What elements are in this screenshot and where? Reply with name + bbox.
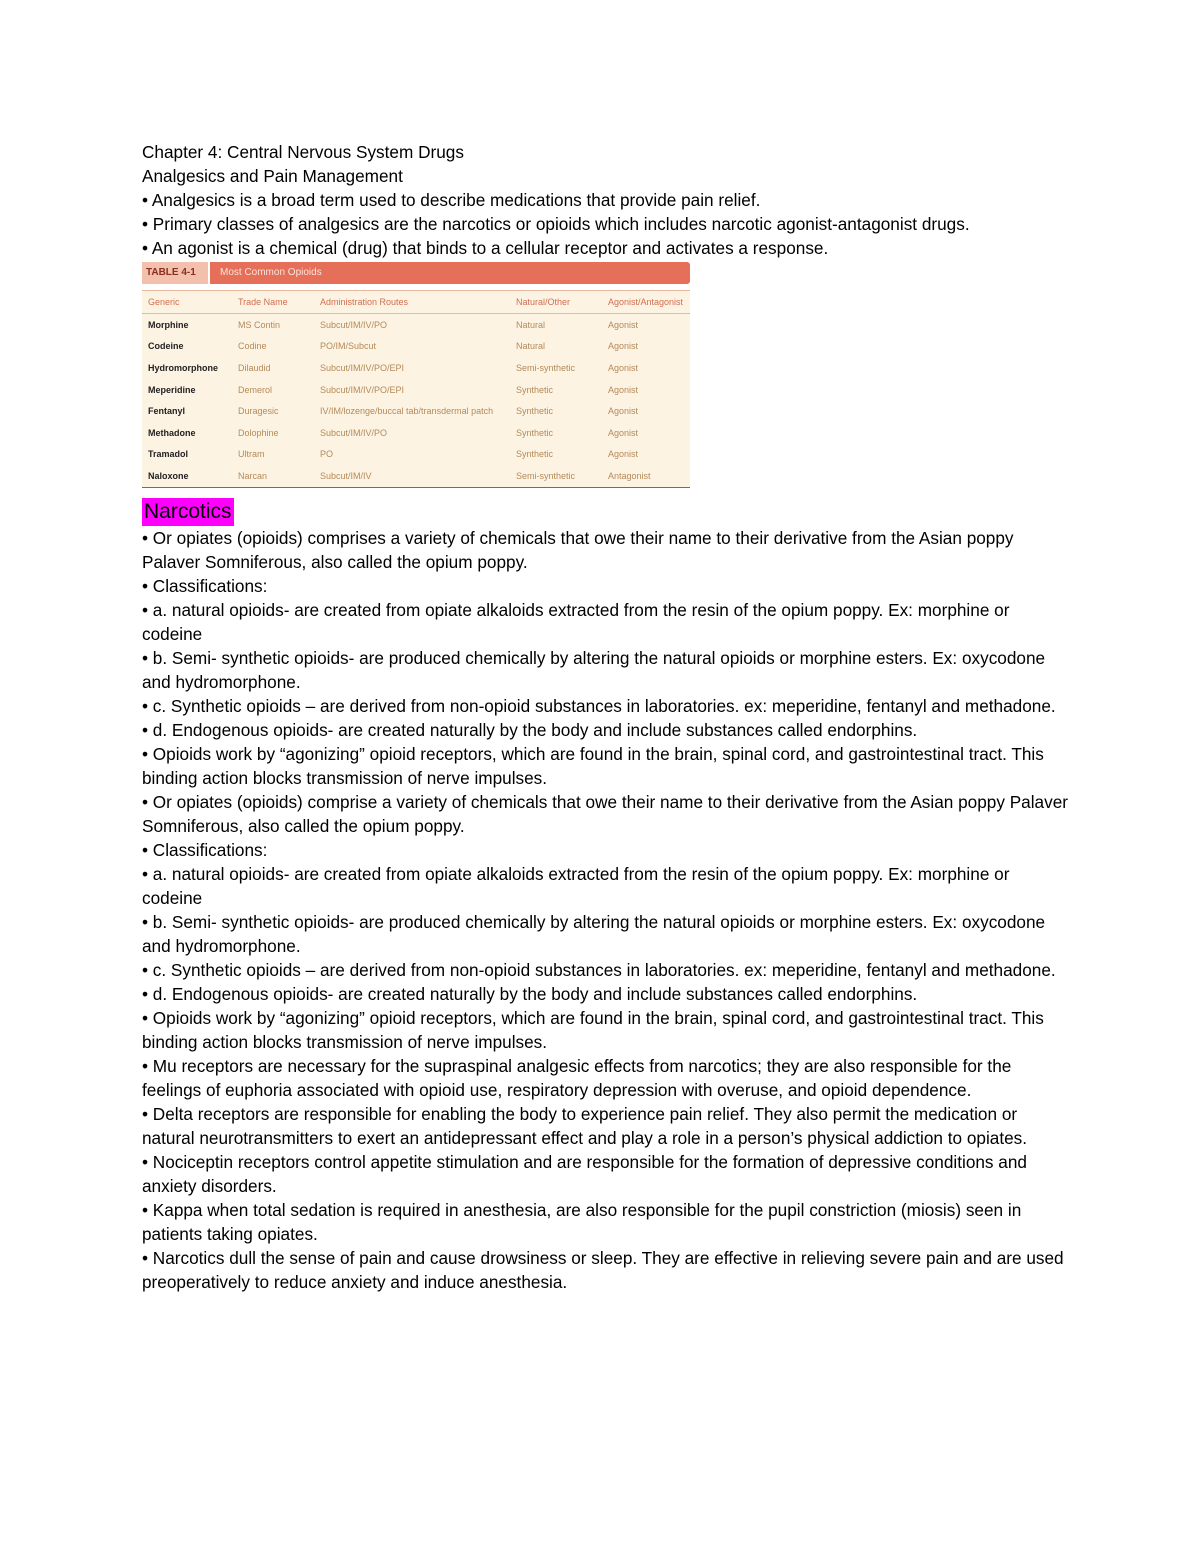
table-cell: Morphine xyxy=(148,319,189,330)
table-cell: MS Contin xyxy=(238,319,281,330)
table-header-row xyxy=(142,291,690,314)
table-cell: Agonist xyxy=(608,406,639,417)
table-row xyxy=(142,357,690,379)
narcotics-paragraph: • b. Semi- synthetic opioids- are produced chemically by altering the natural opioids or morphine esters. Ex: oxycodone and hydromorphone. xyxy=(142,647,1046,692)
document-page xyxy=(142,140,1072,1294)
narcotics-heading: Narcotics xyxy=(142,498,234,526)
table-cell: Hydromorphone xyxy=(148,362,219,373)
table-row xyxy=(142,379,690,401)
intro-bullet: • Analgesics is a broad term used to describe medications that provide pain relief. xyxy=(142,190,761,210)
table-cell: Codine xyxy=(238,341,267,352)
narcotics-paragraph: • Or opiates (opioids) comprise a variety of chemicals that owe their name to their derivative from the Asian poppy Palaver Somniferous, also called the opium poppy. xyxy=(142,791,1068,836)
table-rows xyxy=(142,314,690,487)
table-row xyxy=(142,336,690,358)
section-title: Analgesics and Pain Management xyxy=(142,166,403,186)
narcotics-paragraph: • b. Semi- synthetic opioids- are produced chemically by altering the natural opioids or morphine esters. Ex: oxycodone and hydromorphone. xyxy=(142,911,1046,956)
opioids-table xyxy=(142,290,690,487)
table-cell: Dolophine xyxy=(238,427,279,438)
table-header-bar xyxy=(142,262,690,284)
narcotics-paragraph: • d. Endogenous opioids- are created naturally by the body and include substances called endorphins. xyxy=(142,719,918,740)
table-cell: Tramadol xyxy=(148,449,189,460)
table-cell: Synthetic xyxy=(516,427,554,438)
table-cell: Semi-synthetic xyxy=(516,470,576,481)
table-cell: Synthetic xyxy=(516,406,554,417)
narcotics-paragraph: • d. Endogenous opioids- are created naturally by the body and include substances called endorphins. xyxy=(142,983,918,1004)
column-header: Trade Name xyxy=(232,291,314,314)
table-cell: Synthetic xyxy=(516,384,554,395)
table-cell: Duragesic xyxy=(238,406,279,417)
narcotics-paragraph: • Nociceptin receptors control appetite stimulation and are responsible for the formation of depressive conditions and anxiety disorders. xyxy=(142,1151,1027,1196)
table-cell: Antagonist xyxy=(608,470,651,481)
table-cell: Dilaudid xyxy=(238,362,271,373)
column-header: Natural/Other xyxy=(510,291,602,314)
table-cell: PO/IM/Subcut xyxy=(320,341,377,352)
table-cell: Narcan xyxy=(238,470,268,481)
table-row xyxy=(142,400,690,422)
table-cell: Subcut/IM/IV/PO xyxy=(320,319,388,330)
intro-bullet: • An agonist is a chemical (drug) that binds to a cellular receptor and activates a response. xyxy=(142,238,829,258)
narcotics-paragraph: • a. natural opioids- are created from opiate alkaloids extracted from the resin of the opium poppy. Ex: morphine or codeine xyxy=(142,599,1010,644)
table-cell: Subcut/IM/IV xyxy=(320,470,372,481)
table-cell: Natural xyxy=(516,319,546,330)
narcotics-paragraph: • Opioids work by “agonizing” opioid receptors, which are found in the brain, spinal cord, and gastrointestinal tract. This binding action blocks transmission of nerve impulses. xyxy=(142,1007,1044,1052)
narcotics-paragraph: • Delta receptors are responsible for enabling the body to experience pain relief. They also permit the medication or natural neurotransmitters to exert an antidepressant effect and play a role in a person’s physical addiction to opiates. xyxy=(142,1103,1028,1148)
table-tag: TABLE 4-1 xyxy=(142,262,208,284)
table-title: Most Common Opioids xyxy=(210,262,690,284)
table-cell: Semi-synthetic xyxy=(516,362,576,373)
table-cell: Agonist xyxy=(608,427,639,438)
narcotics-paragraph: • Classifications: xyxy=(142,575,268,596)
table-row xyxy=(142,465,690,487)
table-cell: Codeine xyxy=(148,341,184,352)
column-header: Agonist/Antagonist xyxy=(602,291,690,314)
narcotics-paragraph: • a. natural opioids- are created from opiate alkaloids extracted from the resin of the opium poppy. Ex: morphine or codeine xyxy=(142,863,1010,908)
table-cell: Meperidine xyxy=(148,384,196,395)
table-cell: Ultram xyxy=(238,449,265,460)
narcotics-paragraph: • Kappa when total sedation is required in anesthesia, are also responsible for the pupil constriction (miosis) seen in patients taking opiates. xyxy=(142,1199,1022,1244)
table-cell: Agonist xyxy=(608,384,639,395)
narcotics-paragraph: • Opioids work by “agonizing” opioid receptors, which are found in the brain, spinal cord, and gastrointestinal tract. This binding action blocks transmission of nerve impulses. xyxy=(142,743,1044,788)
table-cell: IV/IM/lozenge/buccal tab/transdermal patch xyxy=(320,406,494,417)
table-cell: Fentanyl xyxy=(148,406,186,417)
table-cell: Subcut/IM/IV/PO/EPI xyxy=(320,384,405,395)
narcotics-paragraph: • c. Synthetic opioids – are derived from non-opioid substances in laboratories. ex: meperidine, fentanyl and methadone. xyxy=(142,695,1056,716)
narcotics-paragraph: • Or opiates (opioids) comprises a variety of chemicals that owe their name to their derivative from the Asian poppy Palaver Somniferous, also called the opium poppy. xyxy=(142,527,1014,572)
table-cell: Agonist xyxy=(608,341,639,352)
narcotics-paragraph: • Classifications: xyxy=(142,839,268,860)
column-header: Generic xyxy=(142,291,232,314)
table-row xyxy=(142,422,690,444)
intro-bullet: • Primary classes of analgesics are the narcotics or opioids which includes narcotic agonist-antagonist drugs. xyxy=(142,214,970,234)
table-cell: Demerol xyxy=(238,384,273,395)
opioids-table-figure xyxy=(142,262,690,488)
chapter-title: Chapter 4: Central Nervous System Drugs xyxy=(142,142,464,162)
table-cell: Agonist xyxy=(608,319,639,330)
column-header: Administration Routes xyxy=(314,291,510,314)
table-cell: Methadone xyxy=(148,427,196,438)
table-cell: Synthetic xyxy=(516,449,554,460)
narcotics-paragraph: • Narcotics dull the sense of pain and cause drowsiness or sleep. They are effective in relieving severe pain and are used preoperatively to reduce anxiety and induce anesthesia. xyxy=(142,1247,1064,1292)
narcotics-paragraph: • c. Synthetic opioids – are derived from non-opioid substances in laboratories. ex: meperidine, fentanyl and methadone. xyxy=(142,959,1056,980)
table-cell: Subcut/IM/IV/PO xyxy=(320,427,388,438)
table-row xyxy=(142,444,690,466)
narcotics-paragraph: • Mu receptors are necessary for the supraspinal analgesic effects from narcotics; they are also responsible for the feelings of euphoria associated with opioid use, respiratory depression with overuse, and opioid dependence. xyxy=(142,1055,1012,1100)
table-cell: PO xyxy=(320,449,334,460)
table-cell: Agonist xyxy=(608,362,639,373)
table-cell: Subcut/IM/IV/PO/EPI xyxy=(320,362,405,373)
table-row xyxy=(142,314,690,336)
table-cell: Natural xyxy=(516,341,546,352)
table-cell: Naloxone xyxy=(148,470,189,481)
table-cell: Agonist xyxy=(608,449,639,460)
table-body xyxy=(142,290,690,488)
narcotics-body xyxy=(142,526,1072,1294)
